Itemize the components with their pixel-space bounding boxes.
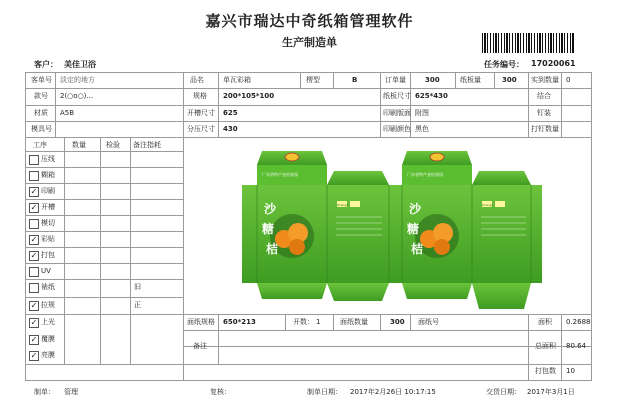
process-col-qty: 数量: [72, 141, 86, 149]
deliver-date-value: 2017年3月1日: [527, 388, 575, 396]
process-checkbox[interactable]: [29, 203, 39, 213]
process-checkbox[interactable]: [29, 251, 39, 261]
process-step-name: 开槽: [41, 203, 55, 211]
process-step-name: 模切: [41, 219, 55, 227]
pack-label: 打包数: [535, 367, 556, 375]
order-qty-label: 订单量: [385, 76, 406, 84]
process-checkbox[interactable]: [29, 171, 39, 181]
name-char-3-left: 桔: [266, 242, 279, 256]
face-spec-value: 650*213: [223, 318, 256, 326]
process-checkbox[interactable]: [29, 301, 39, 311]
document-subtitle: 生产制造单: [282, 36, 337, 49]
tag-right: Orange: [482, 203, 494, 207]
mold-label: 模具号: [31, 125, 52, 133]
process-step-name: UV: [41, 267, 51, 275]
process-step-name: 亮膜: [41, 351, 55, 359]
process-checkbox[interactable]: [29, 318, 39, 328]
process-checkbox[interactable]: [29, 187, 39, 197]
box-dieline-artwork: [242, 151, 542, 314]
press-line-value: 430: [223, 125, 238, 133]
process-col-check: 检验: [106, 141, 120, 149]
face-qty-value: 300: [390, 318, 405, 326]
actual-qty-value: 0: [566, 76, 571, 84]
open-slot-value: 625: [223, 109, 238, 117]
material-label: 材质: [34, 109, 48, 117]
process-step-name: 印刷: [41, 187, 55, 195]
bond-label: 结合: [537, 92, 551, 100]
task-number: 17020061: [531, 59, 576, 68]
nail-label: 钉装: [537, 109, 551, 117]
process-checkbox[interactable]: [29, 155, 39, 165]
board-qty-label: 纸板量: [460, 76, 481, 84]
open-count-label: 开数：: [293, 318, 314, 326]
model-value: B: [352, 76, 358, 84]
deliver-date-label: 交货日期：: [486, 388, 521, 396]
print-color-label: 印刷颜色: [383, 125, 411, 133]
open-slot-label: 开槽尺寸: [187, 109, 215, 117]
face-spec-label: 面纸规格: [187, 318, 215, 326]
app-title: 嘉兴市瑞达中奇纸箱管理软件: [205, 12, 414, 30]
make-date-label: 制单日期：: [307, 388, 342, 396]
total-area-value: 80.64: [566, 342, 587, 350]
face-no-label: 面纸号: [418, 318, 439, 326]
board-size-label: 纸板尺寸: [383, 92, 411, 100]
actual-qty-label: 实到数量: [531, 76, 559, 84]
brand-text-left: 广东省特产金桔果园: [262, 172, 298, 177]
remark-label: 备注: [193, 342, 207, 350]
process-checkbox[interactable]: [29, 267, 39, 277]
process-step-note: 正: [134, 301, 141, 309]
product-value: 单瓦彩箱: [223, 76, 251, 84]
pack-value: 10: [566, 367, 575, 375]
process-checkbox[interactable]: [29, 335, 39, 345]
print-plate-value: 附图: [415, 109, 429, 117]
name-char-1-right: 沙: [409, 202, 422, 216]
name-char-1-left: 沙: [264, 202, 277, 216]
maker-value: 管理: [64, 388, 78, 396]
board-size-value: 625*430: [415, 92, 448, 100]
cust-no-label: 客单号: [31, 76, 52, 84]
count-label: 款号: [34, 92, 48, 100]
model-label: 楞型: [306, 76, 320, 84]
process-step-name: 裱纸: [41, 283, 55, 291]
nail-qty-label: 打钉数量: [531, 125, 559, 133]
print-color-value: 黑色: [415, 125, 429, 133]
total-area-label: 总面积: [535, 342, 556, 350]
material-value: A5B: [60, 109, 75, 117]
process-step-name: 上光: [41, 318, 55, 326]
process-step-name: 覆膜: [41, 335, 55, 343]
order-qty-value: 300: [425, 76, 440, 84]
name-char-3-right: 桔: [411, 242, 424, 256]
customer-name: 美佳卫浴: [64, 60, 96, 69]
process-checkbox[interactable]: [29, 351, 39, 361]
process-step-note: 旧: [134, 283, 141, 291]
brand-text-right: 广东省特产金桔果园: [407, 172, 443, 177]
tag-left: Orange: [337, 203, 349, 207]
count-value: 2(○o○)...: [60, 92, 94, 100]
process-col-step: 工序: [33, 141, 47, 149]
task-label: 任务编号：: [484, 60, 524, 69]
spec-value: 200*105*100: [223, 92, 275, 100]
process-step-name: 糊箱: [41, 171, 55, 179]
open-count-value: 1: [316, 318, 321, 326]
print-plate-label: 印刷版面: [383, 109, 411, 117]
process-step-name: 彩贴: [41, 235, 55, 243]
barcode: [482, 33, 574, 53]
name-char-2-left: 糖: [262, 222, 275, 236]
product-label: 品名: [190, 76, 204, 84]
customer-label: 客户：: [34, 60, 58, 69]
process-checkbox[interactable]: [29, 235, 39, 245]
review-label: 复核：: [210, 388, 231, 396]
board-qty-value: 300: [502, 76, 517, 84]
process-step-name: 压线: [41, 155, 55, 163]
press-line-label: 分压尺寸: [187, 125, 215, 133]
face-qty-label: 面纸数量: [340, 318, 368, 326]
make-date-value: 2017年2月26日 10:17:15: [350, 388, 436, 396]
name-char-2-right: 糖: [407, 222, 420, 236]
area-label: 面积: [538, 318, 552, 326]
process-col-note: 备注指耗: [133, 141, 161, 149]
process-step-name: 拉规: [41, 301, 55, 309]
area-value: 0.2688: [566, 318, 591, 326]
spec-label: 规格: [193, 92, 207, 100]
process-checkbox[interactable]: [29, 219, 39, 229]
cust-no-value: 淡定的地方: [60, 76, 95, 84]
process-checkbox[interactable]: [29, 283, 39, 293]
maker-label: 制单：: [34, 388, 55, 396]
process-step-name: 打包: [41, 251, 55, 259]
